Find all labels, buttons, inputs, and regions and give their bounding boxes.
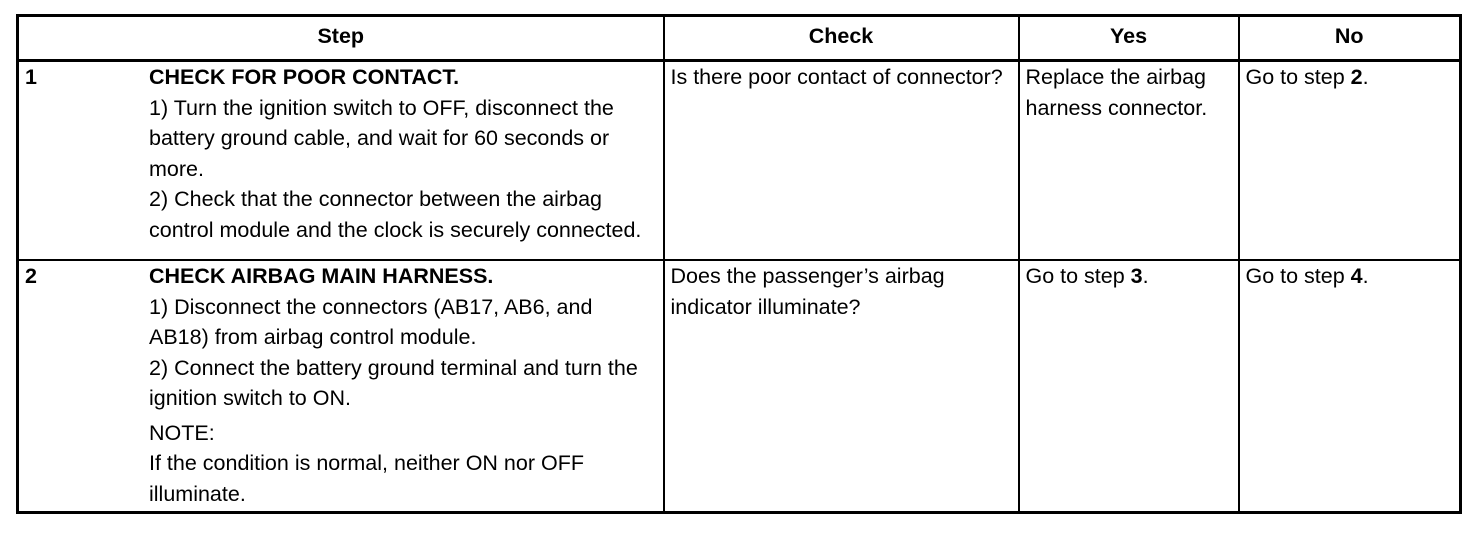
yes-suffix: .	[1142, 264, 1149, 288]
note-label: NOTE:	[149, 420, 215, 445]
yes-cell	[1019, 260, 1239, 513]
step-number: 2	[25, 264, 37, 288]
step-instruction: 1) Turn the ignition switch to OFF, disconnect the battery ground cable, and wait for 60 seconds or more.	[149, 95, 614, 181]
check-cell: Does the passenger’s airbag indicator illuminate?	[664, 260, 1019, 513]
diagnostic-table	[16, 14, 1462, 514]
header-yes: Yes	[1019, 16, 1239, 61]
step-reference: 2	[1350, 65, 1363, 89]
step-cell	[18, 260, 664, 513]
check-cell: Is there poor contact of connector?	[664, 61, 1019, 261]
step-number: 1	[25, 65, 37, 89]
step-reference: 3	[1130, 264, 1143, 288]
step-instruction: 2) Check that the connector between the airbag control module and the clock is securely connected.	[149, 187, 642, 242]
note-text: If the condition is normal, neither ON nor OFF illuminate.	[149, 451, 584, 506]
no-cell	[1239, 61, 1461, 261]
step-title: CHECK FOR POOR CONTACT.	[149, 65, 460, 89]
step-cell	[18, 61, 664, 261]
yes-prefix: Go to step	[1025, 264, 1131, 288]
step-instruction: 1) Disconnect the connectors (AB17, AB6, and AB18) from airbag control module.	[149, 294, 593, 349]
header-no: No	[1239, 16, 1461, 61]
no-prefix: Go to step	[1245, 65, 1351, 89]
yes-cell: Replace the airbag harness connector.	[1019, 61, 1239, 261]
step-reference: 4	[1350, 264, 1363, 288]
table-row	[18, 260, 1461, 513]
header-check: Check	[664, 16, 1019, 61]
header-step: Step	[18, 16, 664, 61]
no-suffix: .	[1362, 65, 1369, 89]
table-row	[18, 61, 1461, 261]
no-cell	[1239, 260, 1461, 513]
header-row	[18, 16, 1461, 61]
no-prefix: Go to step	[1245, 264, 1351, 288]
step-instruction: 2) Connect the battery ground terminal and turn the ignition switch to ON.	[149, 355, 638, 410]
step-title: CHECK AIRBAG MAIN HARNESS.	[149, 264, 494, 288]
no-suffix: .	[1362, 264, 1369, 288]
